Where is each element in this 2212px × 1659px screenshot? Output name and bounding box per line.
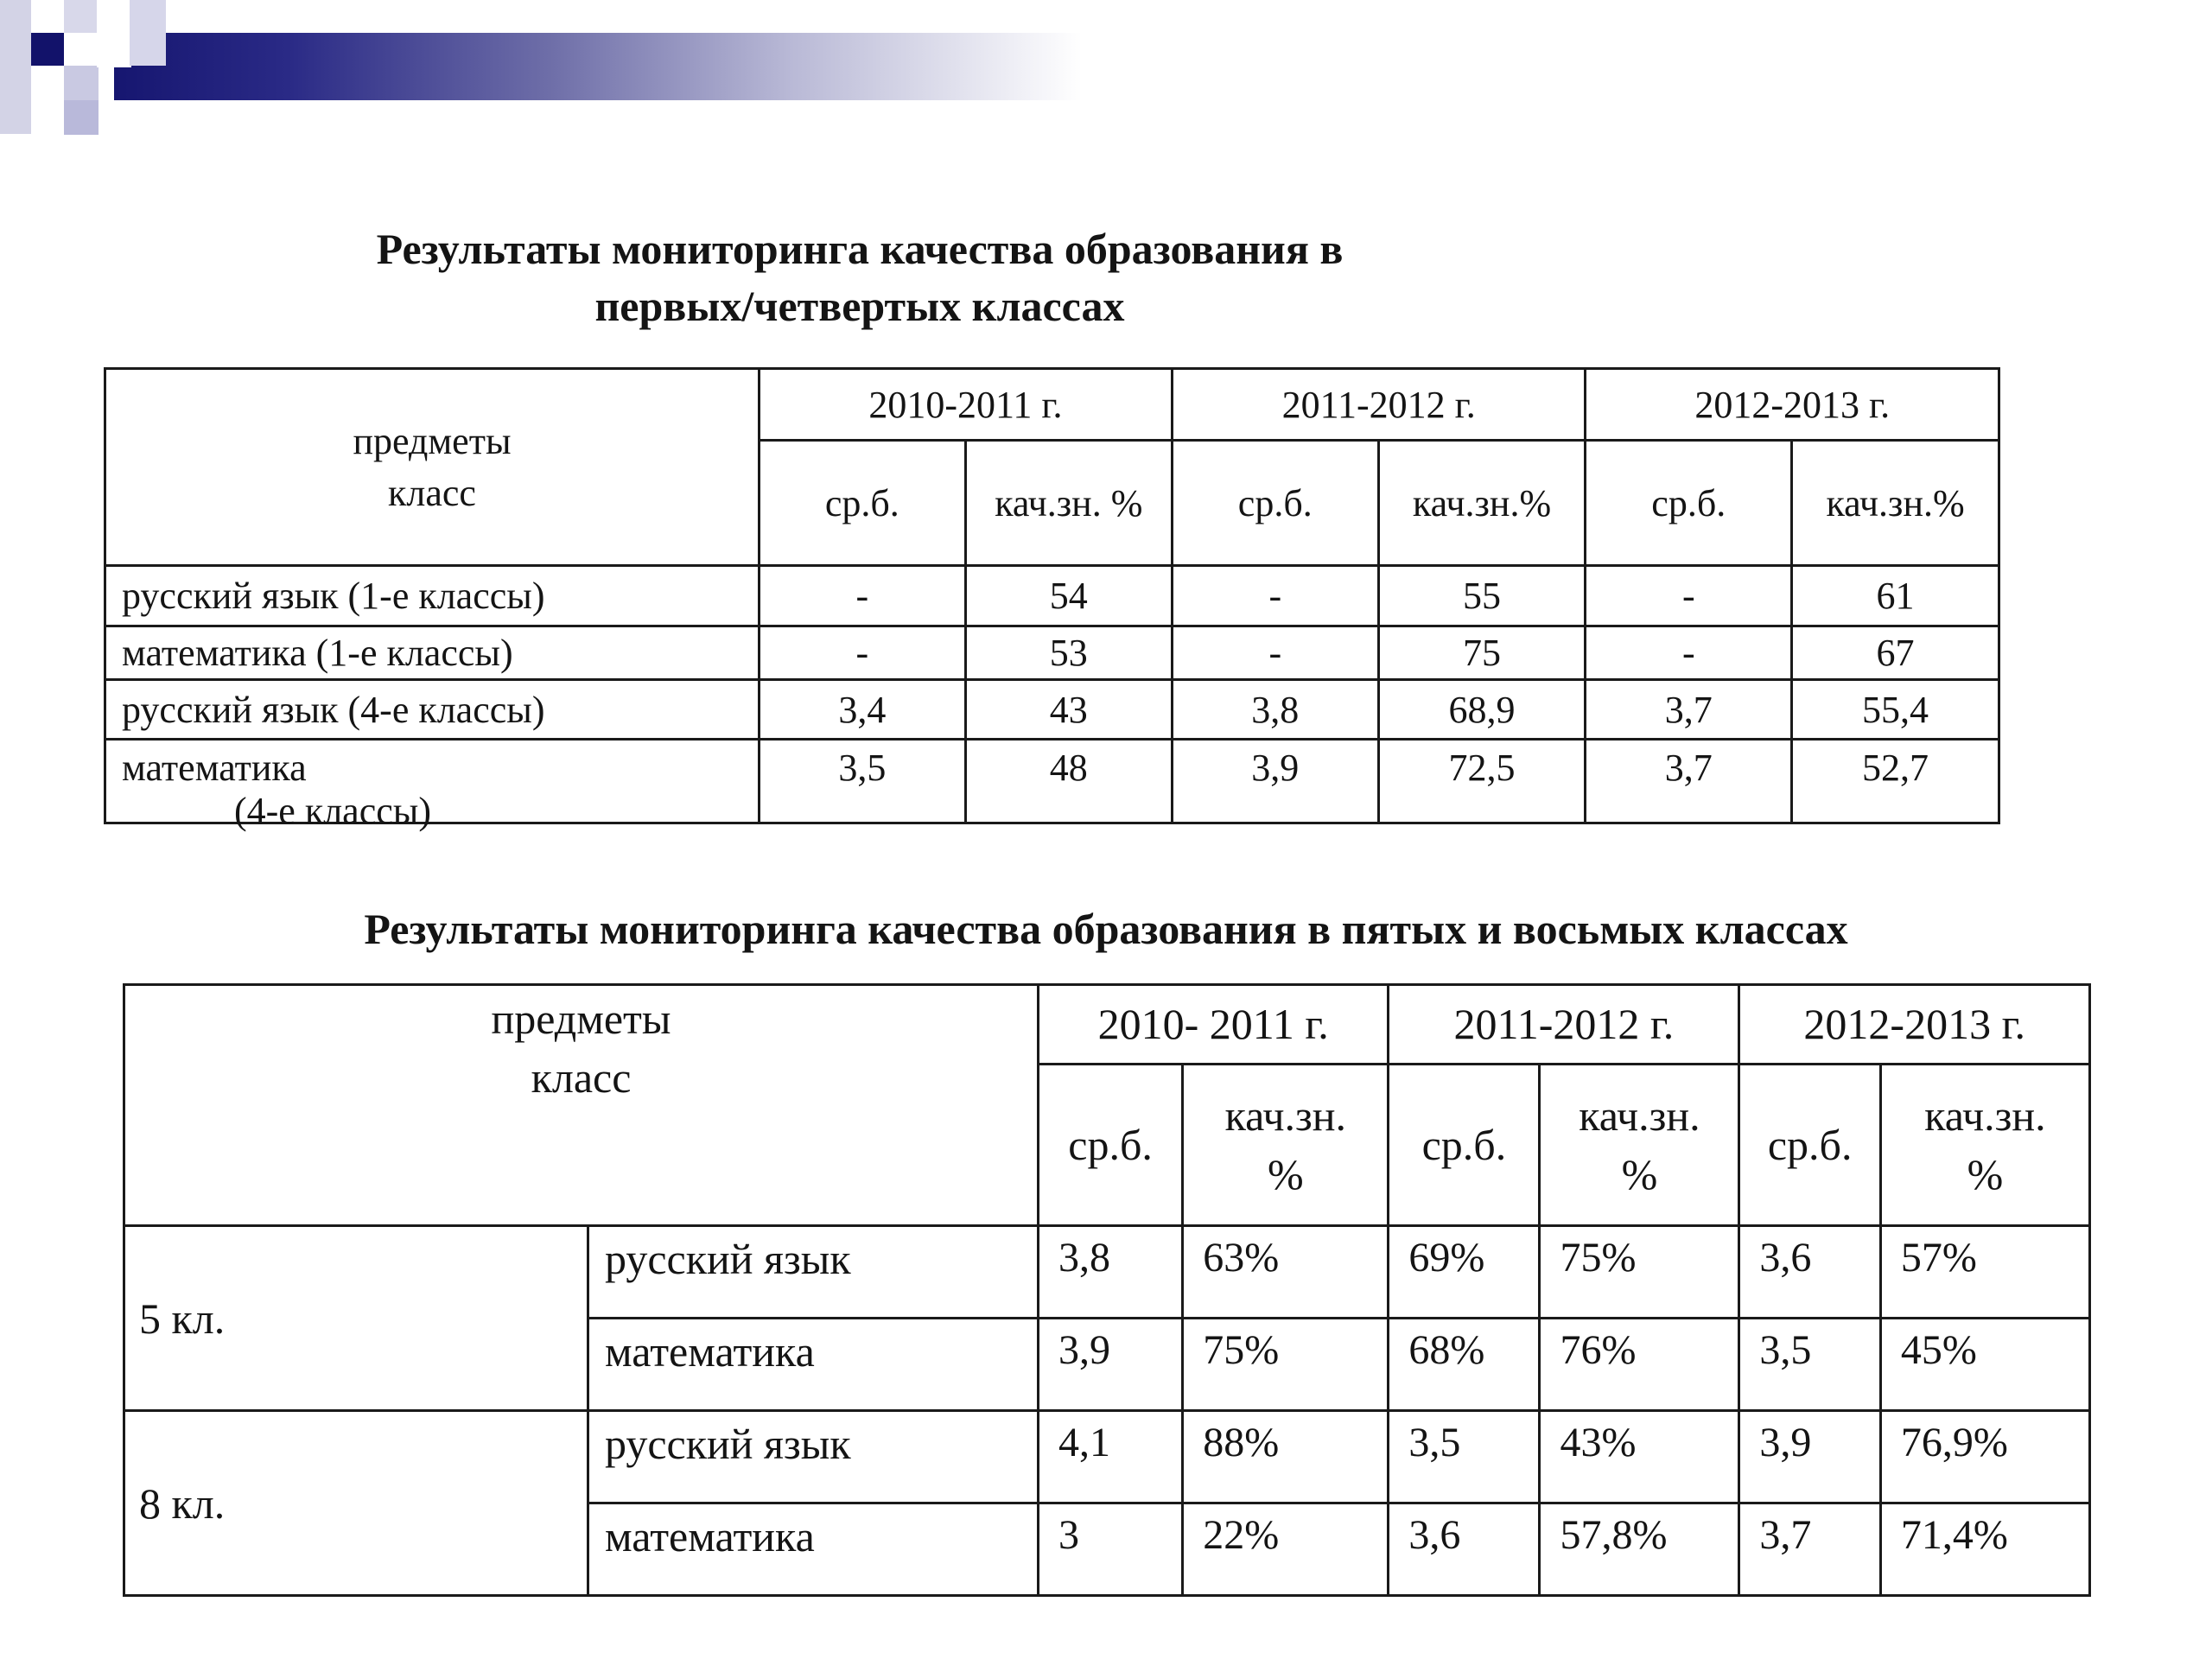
- table-cell: 52,7: [1792, 740, 1999, 823]
- subheader-quality-percent: кач.зн.%: [1378, 441, 1586, 566]
- table-cell: 43: [965, 680, 1172, 740]
- table-cell: 76,9%: [1880, 1411, 2089, 1503]
- subheader-quality-line1: кач.зн.: [1579, 1090, 1700, 1140]
- corner-class-label: класс: [388, 471, 476, 514]
- year-header: 2011-2012 г.: [1389, 985, 1739, 1065]
- table-cell: 53: [965, 626, 1172, 680]
- table-row: [105, 740, 1999, 823]
- subject-label: русский язык: [588, 1226, 1039, 1319]
- table-cell: -: [1586, 566, 1792, 626]
- row-label: [105, 740, 760, 832]
- grade-group-label: 8 кл.: [124, 1411, 588, 1596]
- subheader-quality-percent: [1880, 1064, 2089, 1225]
- subheader-quality-line1: кач.зн.: [1924, 1090, 2046, 1140]
- table-cell: 3,5: [1739, 1319, 1881, 1411]
- table-cell: 4,1: [1039, 1411, 1183, 1503]
- table-cell: 88%: [1183, 1411, 1389, 1503]
- table-cell: 3,9: [1039, 1319, 1183, 1411]
- table-cell: 57,8%: [1540, 1503, 1739, 1596]
- subheader-quality-line1: кач.зн.: [1224, 1090, 1346, 1140]
- table-cell: 63%: [1183, 1226, 1389, 1319]
- table-row: [105, 566, 1999, 626]
- table-cell: 3: [1039, 1503, 1183, 1596]
- table-cell: 72,5: [1378, 740, 1586, 823]
- subheader-quality-percent: кач.зн.%: [1792, 441, 1999, 566]
- table-cell: 54: [965, 566, 1172, 626]
- year-header: 2012-2013 г.: [1586, 369, 1999, 441]
- table1-corner-header: [105, 369, 760, 566]
- table-cell: 3,5: [1389, 1411, 1540, 1503]
- table-cell: 55,4: [1792, 680, 1999, 740]
- subject-label: математика: [588, 1319, 1039, 1411]
- table-cell: 68,9: [1378, 680, 1586, 740]
- subheader-quality-line2: %: [1967, 1149, 2004, 1198]
- subheader-quality-percent: [1183, 1064, 1389, 1225]
- year-header: 2012-2013 г.: [1739, 985, 2090, 1065]
- results-table-grades-1-4: [104, 367, 2000, 832]
- table-cell: 3,9: [1172, 740, 1378, 823]
- subheader-avg-score: ср.б.: [1739, 1064, 1881, 1225]
- table-cell: 3,9: [1739, 1411, 1881, 1503]
- subject-label: русский язык: [588, 1411, 1039, 1503]
- header-square: [0, 0, 31, 134]
- table-cell: 68%: [1389, 1319, 1540, 1411]
- header-square: [31, 33, 64, 66]
- table-row: [124, 1411, 2090, 1503]
- corner-subjects-label: предметы: [353, 419, 512, 462]
- table-row: [105, 626, 1999, 680]
- table-cell: -: [1172, 626, 1378, 680]
- year-header: 2011-2012 г.: [1172, 369, 1586, 441]
- year-header: 2010-2011 г.: [759, 369, 1172, 441]
- table2-title: Результаты мониторинга качества образования в пятых и восьмых классах: [364, 905, 1848, 953]
- table1-title-line2: первых/четвертых классах: [594, 282, 1125, 330]
- table-cell: 3,7: [1586, 680, 1792, 740]
- table-cell: 3,7: [1586, 740, 1792, 823]
- header-square: [64, 0, 97, 33]
- subheader-quality-line2: %: [1267, 1149, 1304, 1198]
- header-square: [64, 100, 99, 135]
- subheader-quality-percent: кач.зн. %: [965, 441, 1172, 566]
- table-cell: 3,4: [759, 680, 965, 740]
- table-cell: 3,7: [1739, 1503, 1881, 1596]
- subheader-avg-score: ср.б.: [759, 441, 965, 566]
- table-cell: -: [759, 626, 965, 680]
- table-cell: 69%: [1389, 1226, 1540, 1319]
- header-gradient-bar: [114, 33, 1082, 100]
- row-label-line2: (4-е классы): [234, 790, 431, 832]
- subheader-quality-line2: %: [1621, 1149, 1658, 1198]
- table-cell: 3,8: [1172, 680, 1378, 740]
- corner-subjects-label: предметы: [491, 995, 671, 1043]
- table-cell: 61: [1792, 566, 1999, 626]
- table-cell: 75%: [1183, 1319, 1389, 1411]
- header-square: [64, 66, 99, 100]
- row-label-line1: математика: [122, 747, 307, 789]
- table1-title: [0, 220, 2212, 334]
- subheader-avg-score: ср.б.: [1172, 441, 1378, 566]
- grade-group-label: 5 кл.: [124, 1226, 588, 1411]
- table1-title-line1: Результаты мониторинга качества образования в: [376, 225, 1344, 273]
- table-cell: 55: [1378, 566, 1586, 626]
- table-cell: 3,8: [1039, 1226, 1183, 1319]
- corner-class-label: класс: [531, 1053, 632, 1102]
- table-cell: 48: [965, 740, 1172, 823]
- row-label: русский язык (1-е классы): [105, 566, 760, 626]
- subheader-avg-score: ср.б.: [1389, 1064, 1540, 1225]
- table-cell: -: [1586, 626, 1792, 680]
- table-row: [105, 680, 1999, 740]
- row-label: русский язык (4-е классы): [105, 680, 760, 740]
- table-cell: 45%: [1880, 1319, 2089, 1411]
- table-cell: 75%: [1540, 1226, 1739, 1319]
- subheader-avg-score: ср.б.: [1586, 441, 1792, 566]
- table2-corner-header: [124, 985, 1039, 1226]
- table-cell: 3,6: [1739, 1226, 1881, 1319]
- subject-label: математика: [588, 1503, 1039, 1596]
- table-cell: -: [1172, 566, 1378, 626]
- table-cell: 3,5: [759, 740, 965, 823]
- table-cell: -: [759, 566, 965, 626]
- table-cell: 3,6: [1389, 1503, 1540, 1596]
- table-cell: 43%: [1540, 1411, 1739, 1503]
- table-cell: 76%: [1540, 1319, 1739, 1411]
- row-label: математика (1-е классы): [105, 626, 760, 680]
- header-square: [97, 33, 131, 67]
- header-square: [130, 0, 166, 66]
- table-cell: 67: [1792, 626, 1999, 680]
- year-header: 2010- 2011 г.: [1039, 985, 1389, 1065]
- subheader-quality-percent: [1540, 1064, 1739, 1225]
- subheader-avg-score: ср.б.: [1039, 1064, 1183, 1225]
- results-table-grades-5-8: [123, 983, 2091, 1597]
- table-cell: 57%: [1880, 1226, 2089, 1319]
- table-cell: 75: [1378, 626, 1586, 680]
- table-row: [124, 1226, 2090, 1319]
- table-cell: 71,4%: [1880, 1503, 2089, 1596]
- table-cell: 22%: [1183, 1503, 1389, 1596]
